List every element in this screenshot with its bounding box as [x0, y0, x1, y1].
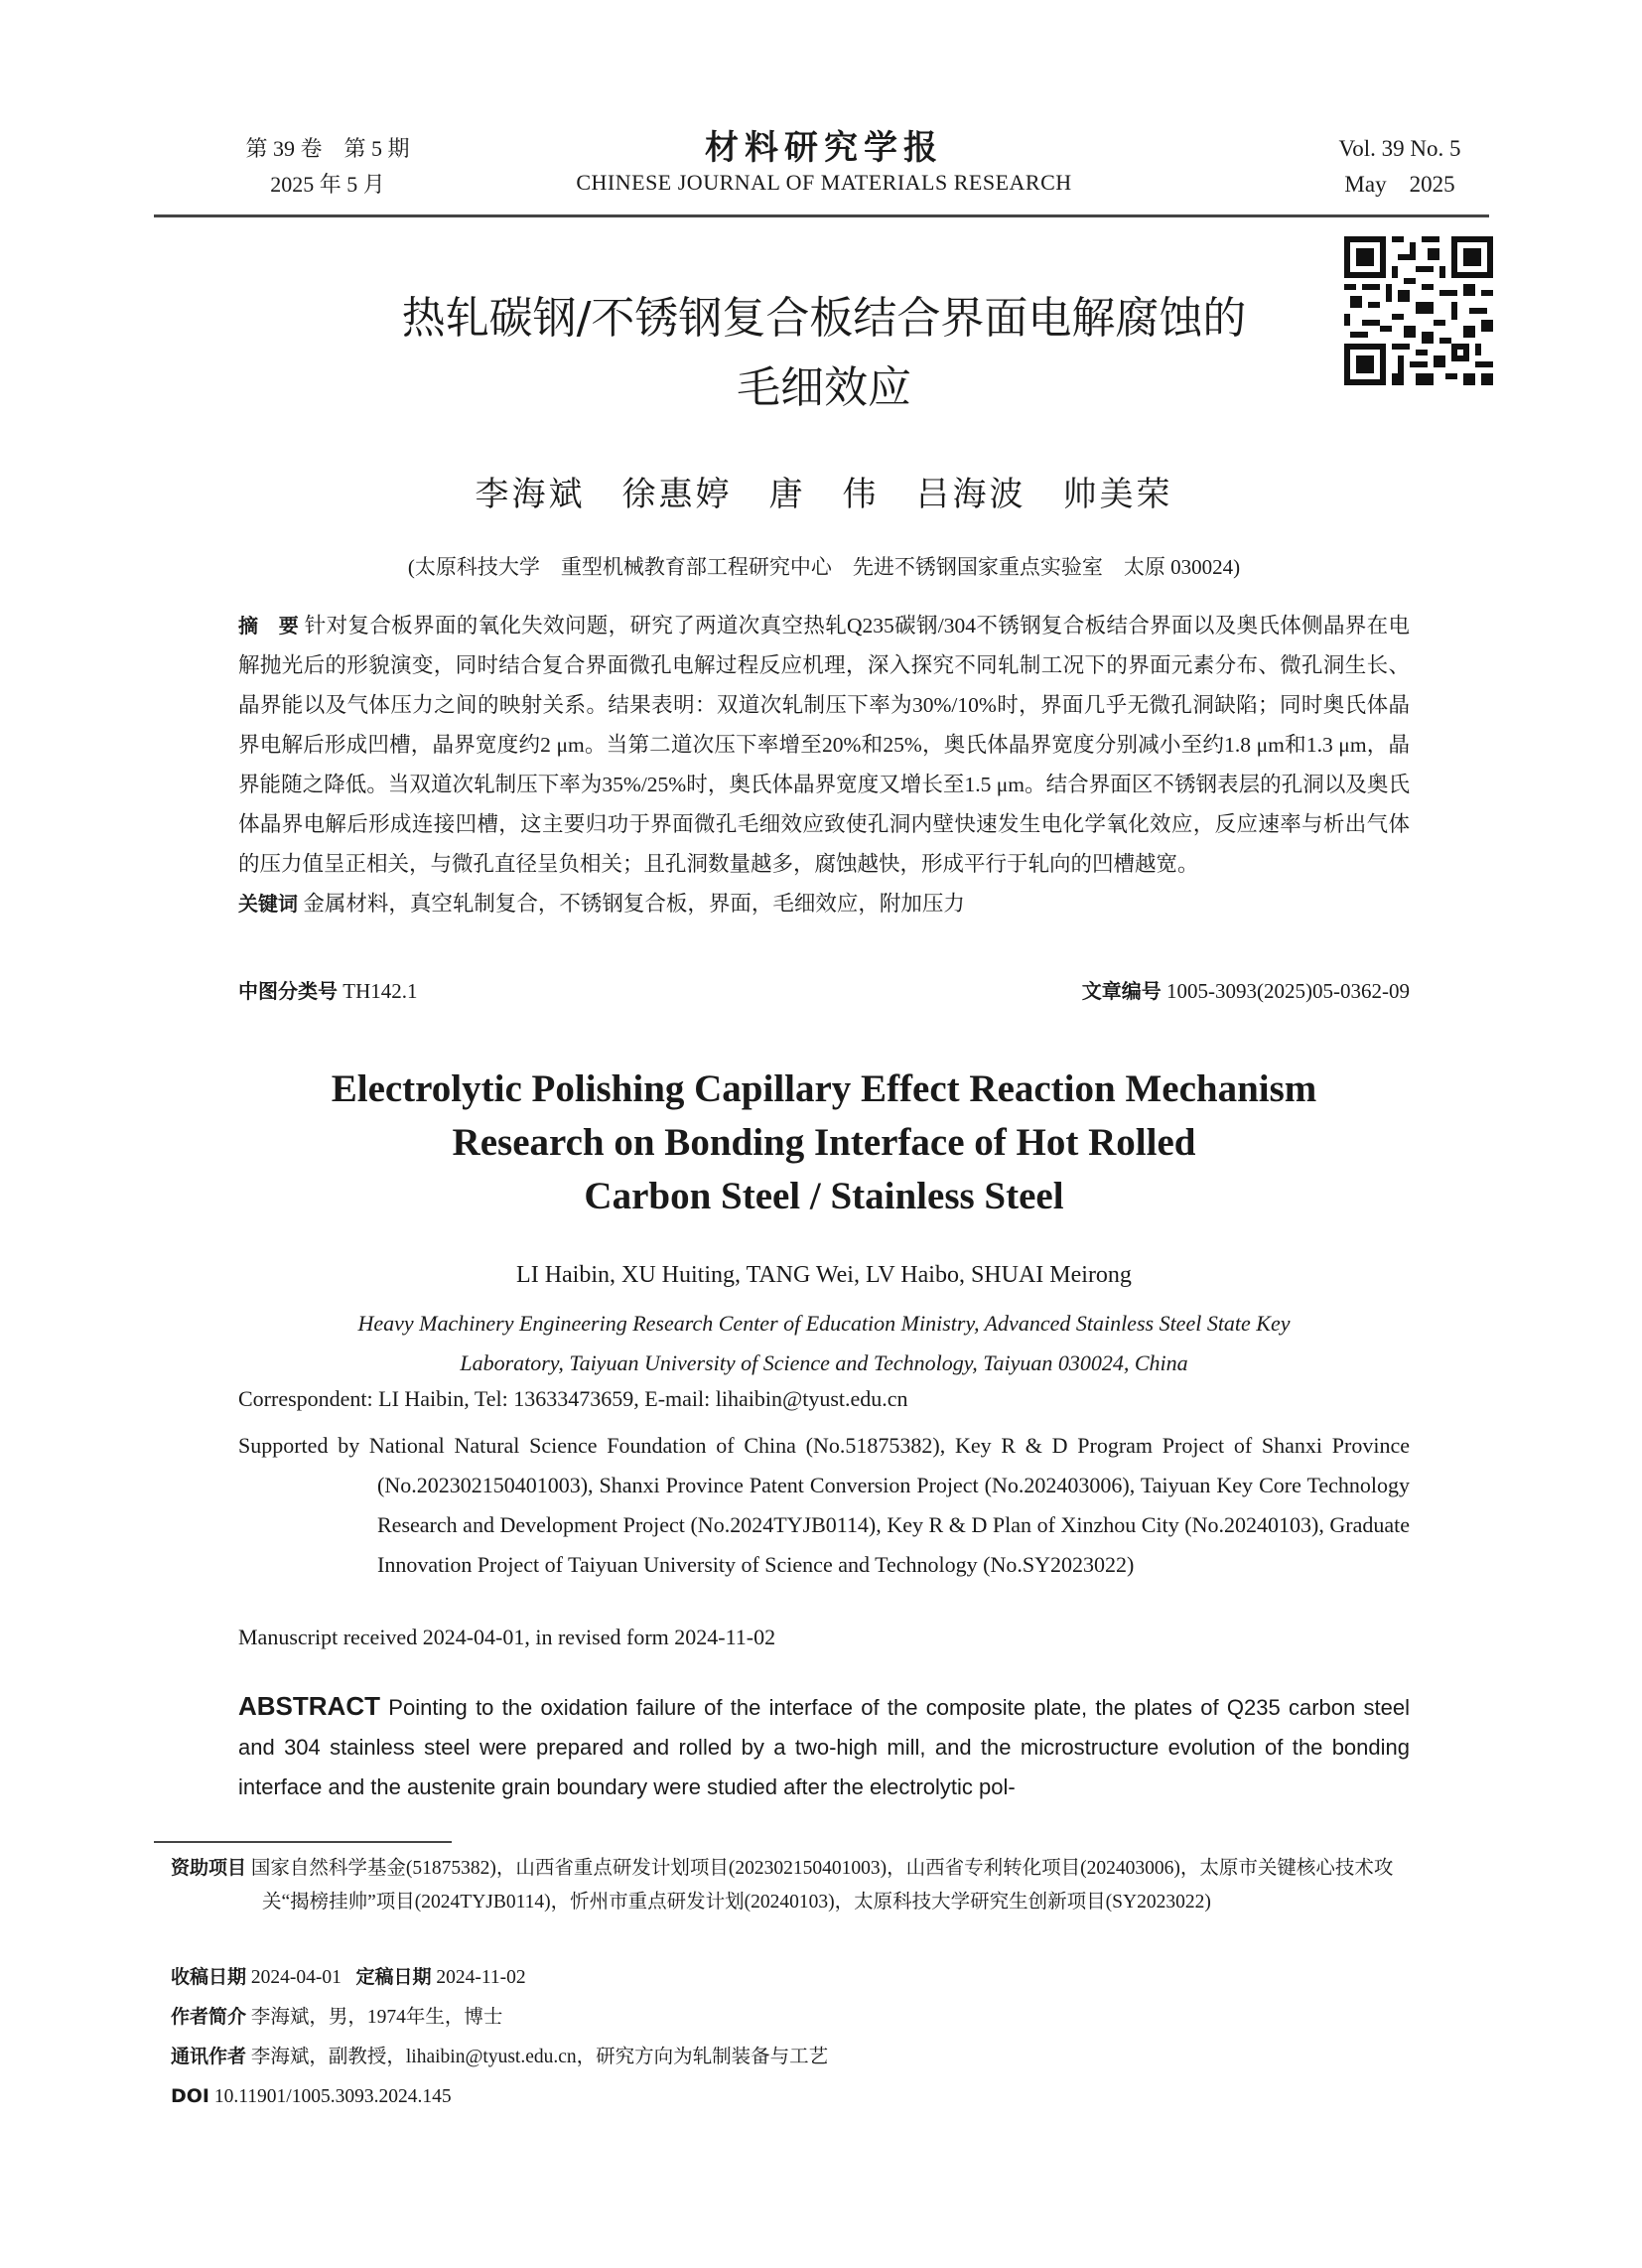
- qr-code-icon: [1344, 236, 1493, 385]
- footnote-final-label: 定稿日期: [355, 1966, 432, 1988]
- title-en-line3: Carbon Steel / Stainless Steel: [584, 1175, 1064, 1217]
- footnote-corr-value: 李海斌，副教授，lihaibin@tyust.edu.cn，研究方向为轧制装备与工艺: [250, 2047, 829, 2067]
- journal-name-en: CHINESE JOURNAL OF MATERIALS RESEARCH: [576, 170, 1072, 195]
- keywords-cn-label: 关键词: [238, 892, 298, 916]
- article-number: [1082, 975, 1410, 1004]
- header-rule: [154, 214, 1489, 217]
- header-volume-en: Vol. 39 No. 5: [1338, 136, 1461, 161]
- article-number-label: 文章编号: [1081, 979, 1162, 1003]
- footnote-funding-label: 资助项目: [171, 1857, 247, 1879]
- affiliation-en: [199, 1304, 1449, 1383]
- keywords-cn: [238, 884, 1410, 923]
- class-number-value: TH142.1: [342, 979, 418, 1003]
- footnote-author-value: 李海斌，男，1974年生，博士: [250, 2007, 503, 2028]
- footnote-correspondent: [171, 2040, 1412, 2074]
- abstract-en: [238, 1686, 1410, 1807]
- footnote-rule: [154, 1841, 452, 1843]
- authors-en: LI Haibin, XU Huiting, TANG Wei, LV Haibo, SHUAI Meirong: [516, 1262, 1132, 1288]
- abstract-cn: [238, 606, 1410, 923]
- footnote-author-label: 作者简介: [171, 2006, 247, 2028]
- header-date-en: May 2025: [1344, 172, 1455, 197]
- footnote-author: [171, 2000, 1412, 2035]
- article-title-cn: [298, 284, 1350, 423]
- title-en-line2: Research on Bonding Interface of Hot Rolled: [452, 1121, 1196, 1164]
- funding-en: Supported by National Natural Science Foundation of China (No.51875382), Key R & D Program Project of Shanxi Province (No.202302150401003), Shanxi Province Patent Conversion Project (No.202403006), Taiyuan Key Core Technology Research and Development Project (No.2024TYJB0114), Key R & D Plan of Xinzhou City (No.20240103), Graduate Innovation Project of Taiyuan University of Science and Technology (No.SY2023022): [238, 1433, 1410, 1577]
- manuscript-dates-en: Manuscript received 2024-04-01, in revised form 2024-11-02: [238, 1625, 776, 1649]
- title-en-line1: Electrolytic Polishing Capillary Effect Reaction Mechanism: [331, 1067, 1317, 1110]
- footnote-received-label: 收稿日期: [171, 1966, 247, 1988]
- header-date-cn: 2025 年 5 月: [270, 172, 385, 197]
- header-issue-cn: [179, 131, 477, 203]
- footnote-doi-label: DOI: [171, 2085, 209, 2107]
- footnote-corr-label: 通讯作者: [171, 2046, 247, 2067]
- keywords-cn-text: 金属材料，真空轧制复合，不锈钢复合板，界面，毛细效应，附加压力: [303, 892, 965, 916]
- footnote-received-value: 2024-04-01: [250, 1967, 342, 1988]
- correspondent-en: Correspondent: LI Haibin, Tel: 13633473659, E-mail: lihaibin@tyust.edu.cn: [238, 1386, 908, 1411]
- article-number-value: 1005-3093(2025)05-0362-09: [1166, 979, 1410, 1003]
- header-volume-cn: 第 39 卷 第 5 期: [245, 136, 410, 161]
- abstract-en-text: Pointing to the oxidation failure of the interface of the composite plate, the plates of Q235 carbon steel and 304 stainless steel were prepared and rolled by a two-high mill, and the microstructure evolution of the bonding interface and the austenite grain boundary were studied after the electrolytic pol-: [238, 1695, 1410, 1799]
- article-title-en: [199, 1063, 1449, 1223]
- abstract-cn-paragraph: [238, 606, 1410, 884]
- title-cn-line2: 毛细效应: [737, 362, 911, 413]
- affiliation-en-line2: Laboratory, Taiyuan University of Science and Technology, Taiyuan 030024, China: [460, 1350, 1188, 1375]
- journal-masthead: [477, 127, 1171, 197]
- footnote-dates: [171, 1960, 1412, 1995]
- footnote-final-value: 2024-11-02: [436, 1967, 526, 1988]
- abstract-cn-text: 针对复合板界面的氧化失效问题，研究了两道次真空热轧Q235碳钢/304不锈钢复合板结合界面以及奥氏体侧晶界在电解抛光后的形貌演变，同时结合复合界面微孔电解过程反应机理，深入探究不同轧制工况下的界面元素分布、微孔洞生长、晶界能以及气体压力之间的映射关系。结果表明：双道次轧制压下率为30%/10%时，界面几乎无微孔洞缺陷；同时奥氏体晶界电解后形成凹槽，晶界宽度约2 μm。当第二道次压下率增至20%和25%，奥氏体晶界宽度分别减小至约1.8 μm和1.3 μm，晶界能随之降低。当双道次轧制压下率为35%/25%时，奥氏体晶界宽度又增长至1.5 μm。结合界面区不锈钢表层的孔洞以及奥氏体晶界电解后形成连接凹槽，这主要归功于界面微孔毛细效应致使孔洞内壁快速发生电化学氧化效应，反应速率与析出气体的压力值呈正相关，与微孔直径呈负相关；且孔洞数量越多，腐蚀越快，形成平行于轧向的凹槽越宽。: [238, 614, 1411, 876]
- footnote-doi-value: 10.11901/1005.3093.2024.145: [213, 2086, 452, 2107]
- footnote-funding-text: 国家自然科学基金(51875382)，山西省重点研发计划项目(202302150401003)，山西省专利转化项目(202403006)，太原市关键核心技术攻关“揭榜挂帅”项目(2024TYJB0114)，忻州市重点研发计划(20240103)，太原科技大学研究生创新项目(SY2023022): [250, 1858, 1394, 1913]
- classification-row: [238, 975, 1410, 1004]
- abstract-cn-label: 摘 要: [238, 614, 300, 638]
- class-number-label: 中图分类号: [238, 979, 338, 1003]
- footnote-funding: [171, 1851, 1412, 1919]
- affiliation-en-line1: Heavy Machinery Engineering Research Center of Education Ministry, Advanced Stainless Steel State Key: [357, 1311, 1291, 1336]
- title-cn-line1: 热轧碳钢/不锈钢复合板结合界面电解腐蚀的: [401, 293, 1247, 344]
- abstract-en-label: ABSTRACT: [238, 1691, 380, 1721]
- authors-cn: 李海斌 徐惠婷 唐 伟 吕海波 帅美荣: [475, 475, 1173, 514]
- header-issue-en: [1310, 131, 1489, 203]
- footnote-doi: [171, 2079, 1412, 2114]
- affiliation-cn: (太原科技大学 重型机械教育部工程研究中心 先进不锈钢国家重点实验室 太原 030024): [407, 555, 1241, 579]
- journal-name-cn: 材料研究学报: [705, 128, 943, 168]
